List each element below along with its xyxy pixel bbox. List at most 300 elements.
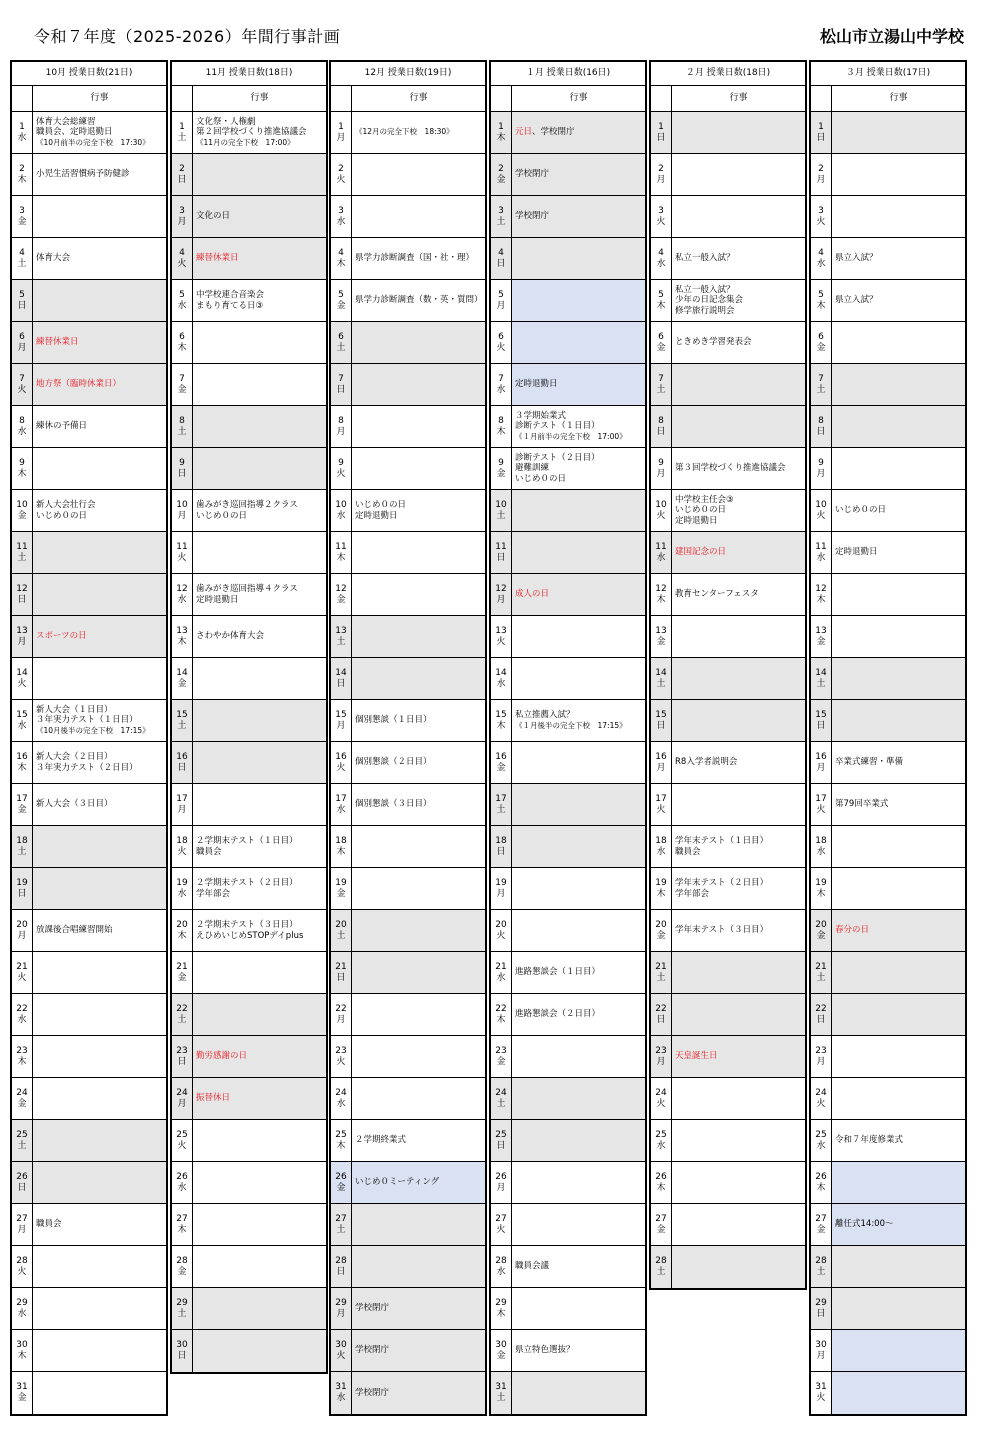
day-row: [331, 238, 485, 280]
day-row: [491, 784, 645, 826]
day-cell: [811, 364, 832, 405]
day-number: 9: [818, 457, 824, 468]
day-cell: [331, 322, 352, 363]
day-number: 20: [815, 919, 827, 930]
event-line: 学年末テスト（３日目）: [675, 925, 769, 936]
day-number: 28: [176, 1255, 188, 1266]
day-weekday: 土: [177, 132, 187, 143]
day-number: 2: [818, 163, 824, 174]
day-number: 2: [498, 163, 504, 174]
day-row: [811, 1078, 965, 1120]
day-row: [491, 322, 645, 364]
day-weekday: 水: [17, 1308, 27, 1319]
event-line: 避難訓練: [515, 463, 550, 474]
event-line: 学校閉庁: [355, 1303, 390, 1314]
day-number: 8: [19, 415, 25, 426]
day-weekday: 金: [17, 510, 27, 521]
holiday-label: 勤労感謝の日: [196, 1051, 248, 1062]
day-cell: [12, 616, 33, 657]
day-number: 28: [815, 1255, 827, 1266]
event-cell: [672, 406, 805, 447]
day-cell: [172, 112, 193, 153]
day-number: 23: [16, 1045, 28, 1056]
day-weekday: 木: [496, 1308, 506, 1319]
day-row: [331, 952, 485, 994]
day-weekday: 月: [496, 888, 506, 899]
day-weekday: 日: [336, 678, 346, 689]
day-weekday: 火: [177, 846, 187, 857]
day-cell: [651, 1246, 672, 1288]
month-january: [489, 60, 647, 1416]
event-cell: [33, 490, 166, 531]
day-number: 30: [176, 1340, 188, 1350]
day-cell: [12, 1078, 33, 1119]
event-cell: [672, 490, 805, 531]
day-cell: [811, 154, 832, 195]
day-row: [811, 196, 965, 238]
day-weekday: 月: [177, 510, 187, 521]
day-weekday: 金: [177, 678, 187, 689]
day-row: [331, 1288, 485, 1330]
event-cell: [33, 364, 166, 405]
day-cell: [651, 532, 672, 573]
day-row: [12, 994, 166, 1036]
day-row: [651, 700, 805, 742]
day-number: 28: [335, 1255, 347, 1266]
event-cell: [672, 658, 805, 699]
day-row: [811, 700, 965, 742]
day-row: [491, 154, 645, 196]
day-column-header: [811, 86, 832, 111]
day-row: [811, 280, 965, 322]
day-cell: [12, 196, 33, 237]
day-row: [811, 784, 965, 826]
day-row: [172, 658, 326, 700]
day-cell: [12, 742, 33, 783]
day-row: [491, 994, 645, 1036]
day-weekday: 金: [656, 636, 666, 647]
day-weekday: 月: [17, 930, 27, 941]
day-cell: [172, 196, 193, 237]
day-cell: [811, 616, 832, 657]
day-weekday: 火: [336, 174, 346, 185]
day-cell: [491, 952, 512, 993]
day-cell: [12, 1162, 33, 1203]
event-line: 《12月の完全下校 18:30》: [355, 127, 454, 137]
month-header: 12月 授業日数(19日): [331, 62, 485, 86]
event-cell: [33, 196, 166, 237]
day-row: [331, 448, 485, 490]
day-weekday: 金: [336, 888, 346, 899]
day-row: [12, 196, 166, 238]
day-cell: [12, 658, 33, 699]
day-number: 20: [16, 919, 28, 930]
event-cell: [672, 1120, 805, 1161]
event-cell: [672, 784, 805, 825]
day-number: 16: [815, 751, 827, 762]
day-weekday: 火: [177, 1140, 187, 1151]
day-number: 9: [179, 457, 185, 468]
day-cell: [811, 490, 832, 531]
day-cell: [331, 1330, 352, 1371]
event-line: 少年の日記念集会: [675, 295, 744, 306]
day-weekday: 木: [17, 1350, 27, 1361]
day-cell: [811, 1162, 832, 1203]
day-weekday: 月: [336, 426, 346, 437]
event-line: 第79回卒業式: [835, 799, 889, 810]
holiday-label: スポーツの日: [36, 631, 87, 642]
event-line: 診断テスト（２日目）: [515, 452, 600, 463]
day-cell: [331, 868, 352, 909]
day-weekday: 水: [336, 510, 346, 521]
day-weekday: 金: [816, 930, 826, 941]
day-cell: [491, 616, 512, 657]
day-cell: [491, 700, 512, 741]
day-weekday: 火: [17, 678, 27, 689]
day-number: 30: [335, 1339, 347, 1350]
event-line: 歯みがき巡回指導４クラス: [196, 584, 298, 594]
event-line: ２学期末テスト（２日目）: [196, 878, 298, 888]
day-cell: [491, 1120, 512, 1161]
event-cell: [672, 700, 805, 741]
day-row: [651, 448, 805, 490]
day-weekday: 金: [496, 762, 506, 773]
day-row: [331, 280, 485, 322]
event-cell: [352, 574, 485, 615]
day-row: [172, 1162, 326, 1204]
day-row: [811, 826, 965, 868]
event-line: 職員会議: [515, 1261, 550, 1272]
event-cell: [352, 1036, 485, 1077]
event-cell: [352, 322, 485, 363]
day-number: 18: [176, 835, 188, 846]
event-line: 職員会: [36, 1219, 62, 1230]
day-row: [651, 658, 805, 700]
day-row: [172, 1036, 326, 1078]
event-cell: [512, 1036, 645, 1077]
day-number: 21: [655, 961, 667, 972]
day-number: 3: [498, 205, 504, 216]
day-cell: [172, 616, 193, 657]
event-line: いじめ０の日: [355, 500, 407, 510]
event-cell: [832, 1204, 965, 1245]
day-weekday: 火: [496, 930, 506, 941]
day-weekday: 木: [177, 930, 187, 941]
day-number: 21: [815, 961, 827, 972]
day-weekday: 木: [816, 594, 826, 605]
day-row: [172, 784, 326, 826]
day-weekday: 金: [816, 342, 826, 353]
day-number: 12: [16, 583, 28, 594]
event-cell: [832, 1036, 965, 1077]
day-cell: [172, 1120, 193, 1161]
event-cell: [512, 322, 645, 363]
column-header-row: [651, 86, 805, 112]
day-cell: [12, 994, 33, 1035]
day-cell: [811, 1036, 832, 1077]
day-row: [491, 1204, 645, 1246]
day-weekday: 日: [816, 132, 826, 143]
day-row: [651, 574, 805, 616]
day-row: [651, 322, 805, 364]
day-cell: [12, 490, 33, 531]
day-row: [12, 322, 166, 364]
event-cell: [672, 196, 805, 237]
event-cell: [672, 448, 805, 489]
day-number: 5: [338, 289, 344, 300]
school-name: 松山市立湯山中学校: [819, 27, 964, 46]
day-number: 5: [818, 289, 824, 300]
day-row: [491, 1162, 645, 1204]
page-title: 令和７年度（2025-2026）年間行事計画: [34, 27, 341, 46]
day-cell: [331, 448, 352, 489]
day-weekday: 日: [496, 1140, 506, 1151]
day-row: [12, 1330, 166, 1372]
day-row: [331, 1372, 485, 1414]
column-header-row: [12, 86, 166, 112]
day-weekday: 土: [17, 1140, 27, 1151]
day-row: [811, 490, 965, 532]
day-weekday: 水: [17, 132, 27, 143]
day-weekday: 金: [177, 1266, 187, 1277]
day-number: 8: [179, 415, 185, 426]
event-cell: [672, 826, 805, 867]
day-weekday: 木: [17, 1056, 27, 1067]
day-number: 12: [335, 583, 347, 594]
day-cell: [331, 616, 352, 657]
day-cell: [491, 1162, 512, 1203]
day-weekday: 水: [336, 804, 346, 815]
day-weekday: 木: [336, 1140, 346, 1151]
event-line: 新人大会壮行会: [36, 500, 96, 510]
day-row: [651, 406, 805, 448]
day-number: 8: [818, 415, 824, 426]
day-number: 5: [179, 289, 185, 300]
day-number: 2: [19, 163, 25, 174]
event-cell: [832, 238, 965, 279]
month-october: [10, 60, 168, 1416]
event-cell: [193, 322, 326, 363]
event-cell: [33, 532, 166, 573]
day-cell: [172, 1162, 193, 1203]
day-row: [811, 364, 965, 406]
day-number: 14: [176, 667, 188, 678]
day-weekday: 月: [656, 762, 666, 773]
day-row: [172, 952, 326, 994]
day-row: [811, 574, 965, 616]
event-cell: [33, 658, 166, 699]
day-cell: [811, 532, 832, 573]
day-number: 16: [16, 751, 28, 762]
day-row: [491, 406, 645, 448]
holiday-label: 練替休業日: [36, 337, 79, 348]
day-cell: [491, 154, 512, 195]
day-row: [12, 1036, 166, 1078]
day-number: 30: [16, 1339, 28, 1350]
event-line: 新人大会（３日目）: [36, 799, 113, 810]
day-cell: [651, 910, 672, 951]
day-cell: [172, 1204, 193, 1245]
day-cell: [651, 700, 672, 741]
day-number: 31: [335, 1382, 347, 1392]
day-weekday: 火: [816, 1098, 826, 1109]
event-cell: [193, 1204, 326, 1245]
day-number: 19: [16, 877, 28, 888]
event-cell: [33, 1246, 166, 1287]
day-cell: [491, 406, 512, 447]
day-cell: [172, 1036, 193, 1077]
day-row: [172, 1330, 326, 1372]
event-cell: [33, 826, 166, 867]
day-row: [331, 1330, 485, 1372]
event-cell: [193, 952, 326, 993]
column-header-row: [331, 86, 485, 112]
event-cell: [193, 280, 326, 321]
day-number: 4: [658, 247, 664, 258]
day-row: [811, 406, 965, 448]
day-row: [172, 322, 326, 364]
day-row: [491, 1372, 645, 1414]
day-row: [12, 1078, 166, 1120]
day-cell: [491, 364, 512, 405]
day-row: [651, 868, 805, 910]
event-cell: [512, 490, 645, 531]
day-number: 10: [815, 499, 827, 510]
day-cell: [491, 448, 512, 489]
day-cell: [811, 658, 832, 699]
event-line: 《10月後半の完全下校 17:15》: [36, 725, 150, 735]
day-row: [811, 616, 965, 658]
day-row: [172, 1288, 326, 1330]
event-cell: [512, 784, 645, 825]
day-cell: [651, 364, 672, 405]
event-line: [515, 127, 645, 138]
day-weekday: 火: [336, 1056, 346, 1067]
day-row: [12, 952, 166, 994]
day-cell: [172, 952, 193, 993]
day-weekday: 日: [336, 1266, 346, 1277]
day-weekday: 金: [336, 1182, 346, 1193]
day-cell: [172, 448, 193, 489]
day-row: [491, 742, 645, 784]
day-row: [491, 238, 645, 280]
day-cell: [491, 784, 512, 825]
day-row: [12, 826, 166, 868]
day-number: 27: [335, 1213, 347, 1224]
day-weekday: 木: [496, 132, 506, 143]
day-cell: [172, 1330, 193, 1372]
event-cell: [193, 1036, 326, 1077]
event-column-header: 行事: [569, 93, 588, 103]
day-weekday: 水: [816, 846, 826, 857]
event-line: 私立一般入試？: [675, 253, 735, 264]
day-number: 1: [658, 121, 664, 132]
event-line: 新人大会（２日目）: [36, 752, 113, 762]
day-row: [172, 1246, 326, 1288]
event-cell: [193, 490, 326, 531]
event-cell: [512, 952, 645, 993]
day-cell: [12, 1246, 33, 1287]
event-line: 個別懇談（３日目）: [355, 799, 432, 810]
day-number: 25: [335, 1129, 347, 1140]
day-cell: [331, 154, 352, 195]
day-cell: [12, 322, 33, 363]
day-number: 18: [655, 835, 667, 846]
day-row: [172, 490, 326, 532]
event-line: 卒業式練習・準備: [835, 757, 904, 768]
event-cell: [193, 1330, 326, 1372]
day-number: 19: [335, 877, 347, 888]
day-number: 25: [815, 1129, 827, 1140]
day-weekday: 水: [177, 888, 187, 899]
event-cell: [832, 1372, 965, 1414]
day-weekday: 火: [656, 216, 666, 227]
day-row: [12, 1120, 166, 1162]
day-row: [331, 406, 485, 448]
day-cell: [651, 280, 672, 321]
day-weekday: 水: [496, 678, 506, 689]
day-row: [811, 154, 965, 196]
event-cell: [193, 112, 326, 153]
day-number: 23: [655, 1045, 667, 1056]
event-cell: [512, 868, 645, 909]
event-cell: [832, 364, 965, 405]
day-number: 29: [176, 1297, 188, 1308]
event-cell: [672, 112, 805, 153]
day-cell: [491, 910, 512, 951]
day-cell: [331, 826, 352, 867]
event-cell: [33, 784, 166, 825]
day-row: [491, 1330, 645, 1372]
event-line: 学校閉庁: [355, 1345, 390, 1356]
event-cell: [672, 1162, 805, 1203]
event-line: 体育大会総練習: [36, 116, 96, 127]
event-cell: [193, 1078, 326, 1119]
day-number: 22: [335, 1003, 347, 1014]
day-weekday: 月: [17, 636, 27, 647]
day-number: 9: [498, 457, 504, 468]
day-weekday: 月: [177, 804, 187, 815]
event-line: いじめ０の日: [36, 510, 88, 521]
day-row: [491, 868, 645, 910]
day-weekday: 月: [336, 1014, 346, 1025]
column-header-row: [491, 86, 645, 112]
event-cell: [832, 700, 965, 741]
day-weekday: 木: [17, 762, 27, 773]
day-cell: [811, 280, 832, 321]
event-cell: [512, 112, 645, 153]
day-row: [331, 1204, 485, 1246]
day-weekday: 土: [17, 846, 27, 857]
day-row: [172, 238, 326, 280]
day-weekday: 土: [816, 1266, 826, 1277]
event-cell: [672, 994, 805, 1035]
day-row: [491, 1246, 645, 1288]
event-line: 定時退勤日: [675, 515, 718, 526]
day-row: [331, 1036, 485, 1078]
day-weekday: 木: [496, 1014, 506, 1025]
day-weekday: 木: [177, 636, 187, 647]
day-weekday: 水: [496, 972, 506, 983]
event-cell: [832, 448, 965, 489]
day-column-header: [172, 86, 193, 111]
day-number: 14: [495, 667, 507, 678]
event-cell: [33, 952, 166, 993]
day-weekday: 金: [177, 972, 187, 983]
day-weekday: 土: [496, 510, 506, 521]
day-number: 27: [655, 1213, 667, 1224]
day-weekday: 日: [177, 174, 187, 185]
